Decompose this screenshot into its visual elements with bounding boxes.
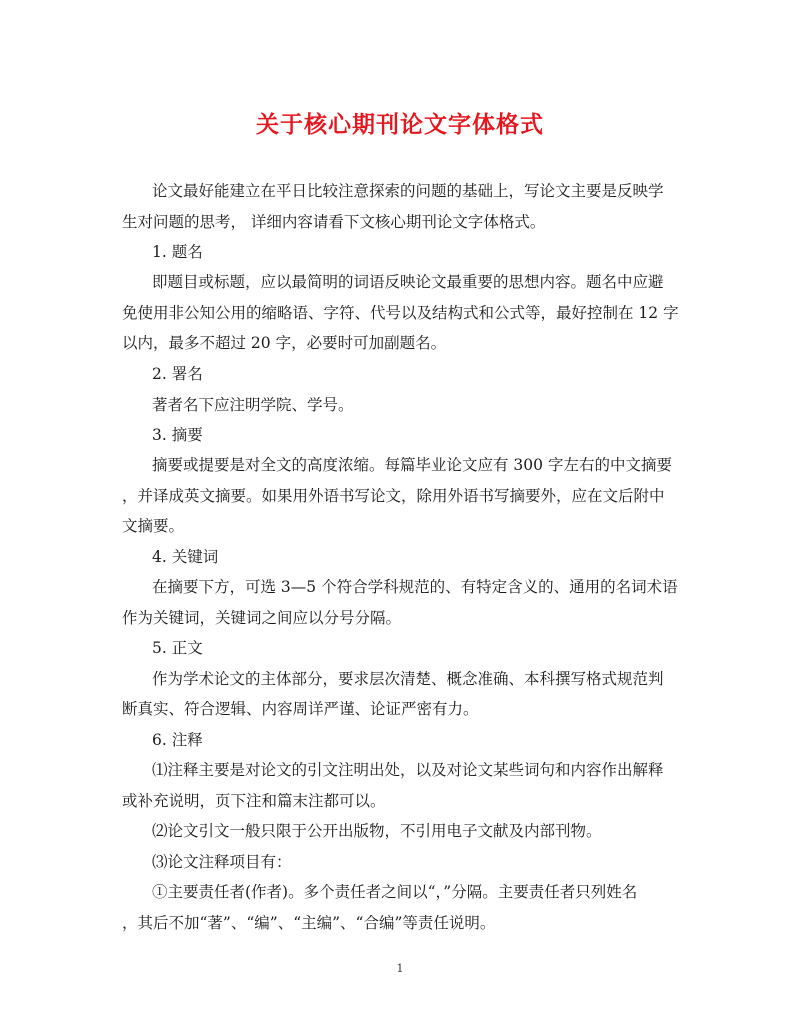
paragraph-body-line-2: 断真实、符合逻辑、内容周详严谨、论证严密有力。 bbox=[122, 700, 479, 718]
page-title: 关于核心期刊论文字体格式 bbox=[256, 111, 544, 138]
paragraph-notes-1-line-2: 或补充说明，页下注和篇末注都可以。 bbox=[122, 792, 386, 810]
heading-6-notes: 6. 注释 bbox=[152, 731, 203, 749]
paragraph-title-line-2: 免使用非公知公用的缩略语、字符、代号以及结构式和公式等，最好控制在 12 字 bbox=[122, 304, 679, 322]
paragraph-abstract-line-2: ，并译成英文摘要。如果用外语书写论文，除用外语书写摘要外，应在文后附中 bbox=[122, 487, 665, 505]
page-number: 1 bbox=[396, 962, 404, 975]
paragraph-notes-item-1-line-2: ，其后不加“著”、“编”、“主编”、“合编”等责任说明。 bbox=[122, 914, 496, 932]
paragraph-intro-line-2: 生对问题的思考， 详细内容请看下文核心期刊论文字体格式。 bbox=[122, 213, 546, 231]
heading-2-signature: 2. 署名 bbox=[152, 365, 203, 383]
paragraph-notes-3: ⑶论文注释项目有： bbox=[152, 853, 292, 871]
paragraph-keywords-line-1: 在摘要下方，可选 3—5 个符合学科规范的、有特定含义的、通用的名词术语 bbox=[152, 578, 678, 596]
heading-4-keywords: 4. 关键词 bbox=[152, 548, 219, 566]
paragraph-notes-item-1-line-1: ①主要责任者(作者)。多个责任者之间以“，”分隔。主要责任者只列姓名 bbox=[152, 883, 638, 901]
paragraph-abstract-line-1: 摘要或提要是对全文的高度浓缩。每篇毕业论文应有 300 字左右的中文摘要 bbox=[152, 456, 672, 474]
paragraph-abstract-line-3: 文摘要。 bbox=[122, 517, 185, 535]
paragraph-intro-line-1: 论文最好能建立在平日比较注意探索的问题的基础上，写论文主要是反映学 bbox=[152, 182, 664, 200]
paragraph-notes-1-line-1: ⑴注释主要是对论文的引文注明出处，以及对论文某些词句和内容作出解释 bbox=[152, 761, 664, 779]
paragraph-body-line-1: 作为学术论文的主体部分，要求层次清楚、概念准确、本科撰写格式规范判 bbox=[152, 670, 664, 688]
paragraph-title-line-3: 以内，最多不超过 20 字，必要时可加副题名。 bbox=[122, 334, 447, 352]
heading-1-title: 1. 题名 bbox=[152, 243, 203, 261]
heading-3-abstract: 3. 摘要 bbox=[152, 426, 203, 444]
paragraph-notes-2: ⑵论文引文一般只限于公开出版物，不引用电子文献及内部刊物。 bbox=[152, 822, 602, 840]
paragraph-title-line-1: 即题目或标题，应以最简明的词语反映论文最重要的思想内容。题名中应避 bbox=[152, 273, 664, 291]
paragraph-keywords-line-2: 作为关键词，关键词之间应以分号分隔。 bbox=[122, 609, 402, 627]
paragraph-signature: 著者名下应注明学院、学号。 bbox=[152, 396, 354, 414]
heading-5-body: 5. 正文 bbox=[152, 639, 203, 657]
